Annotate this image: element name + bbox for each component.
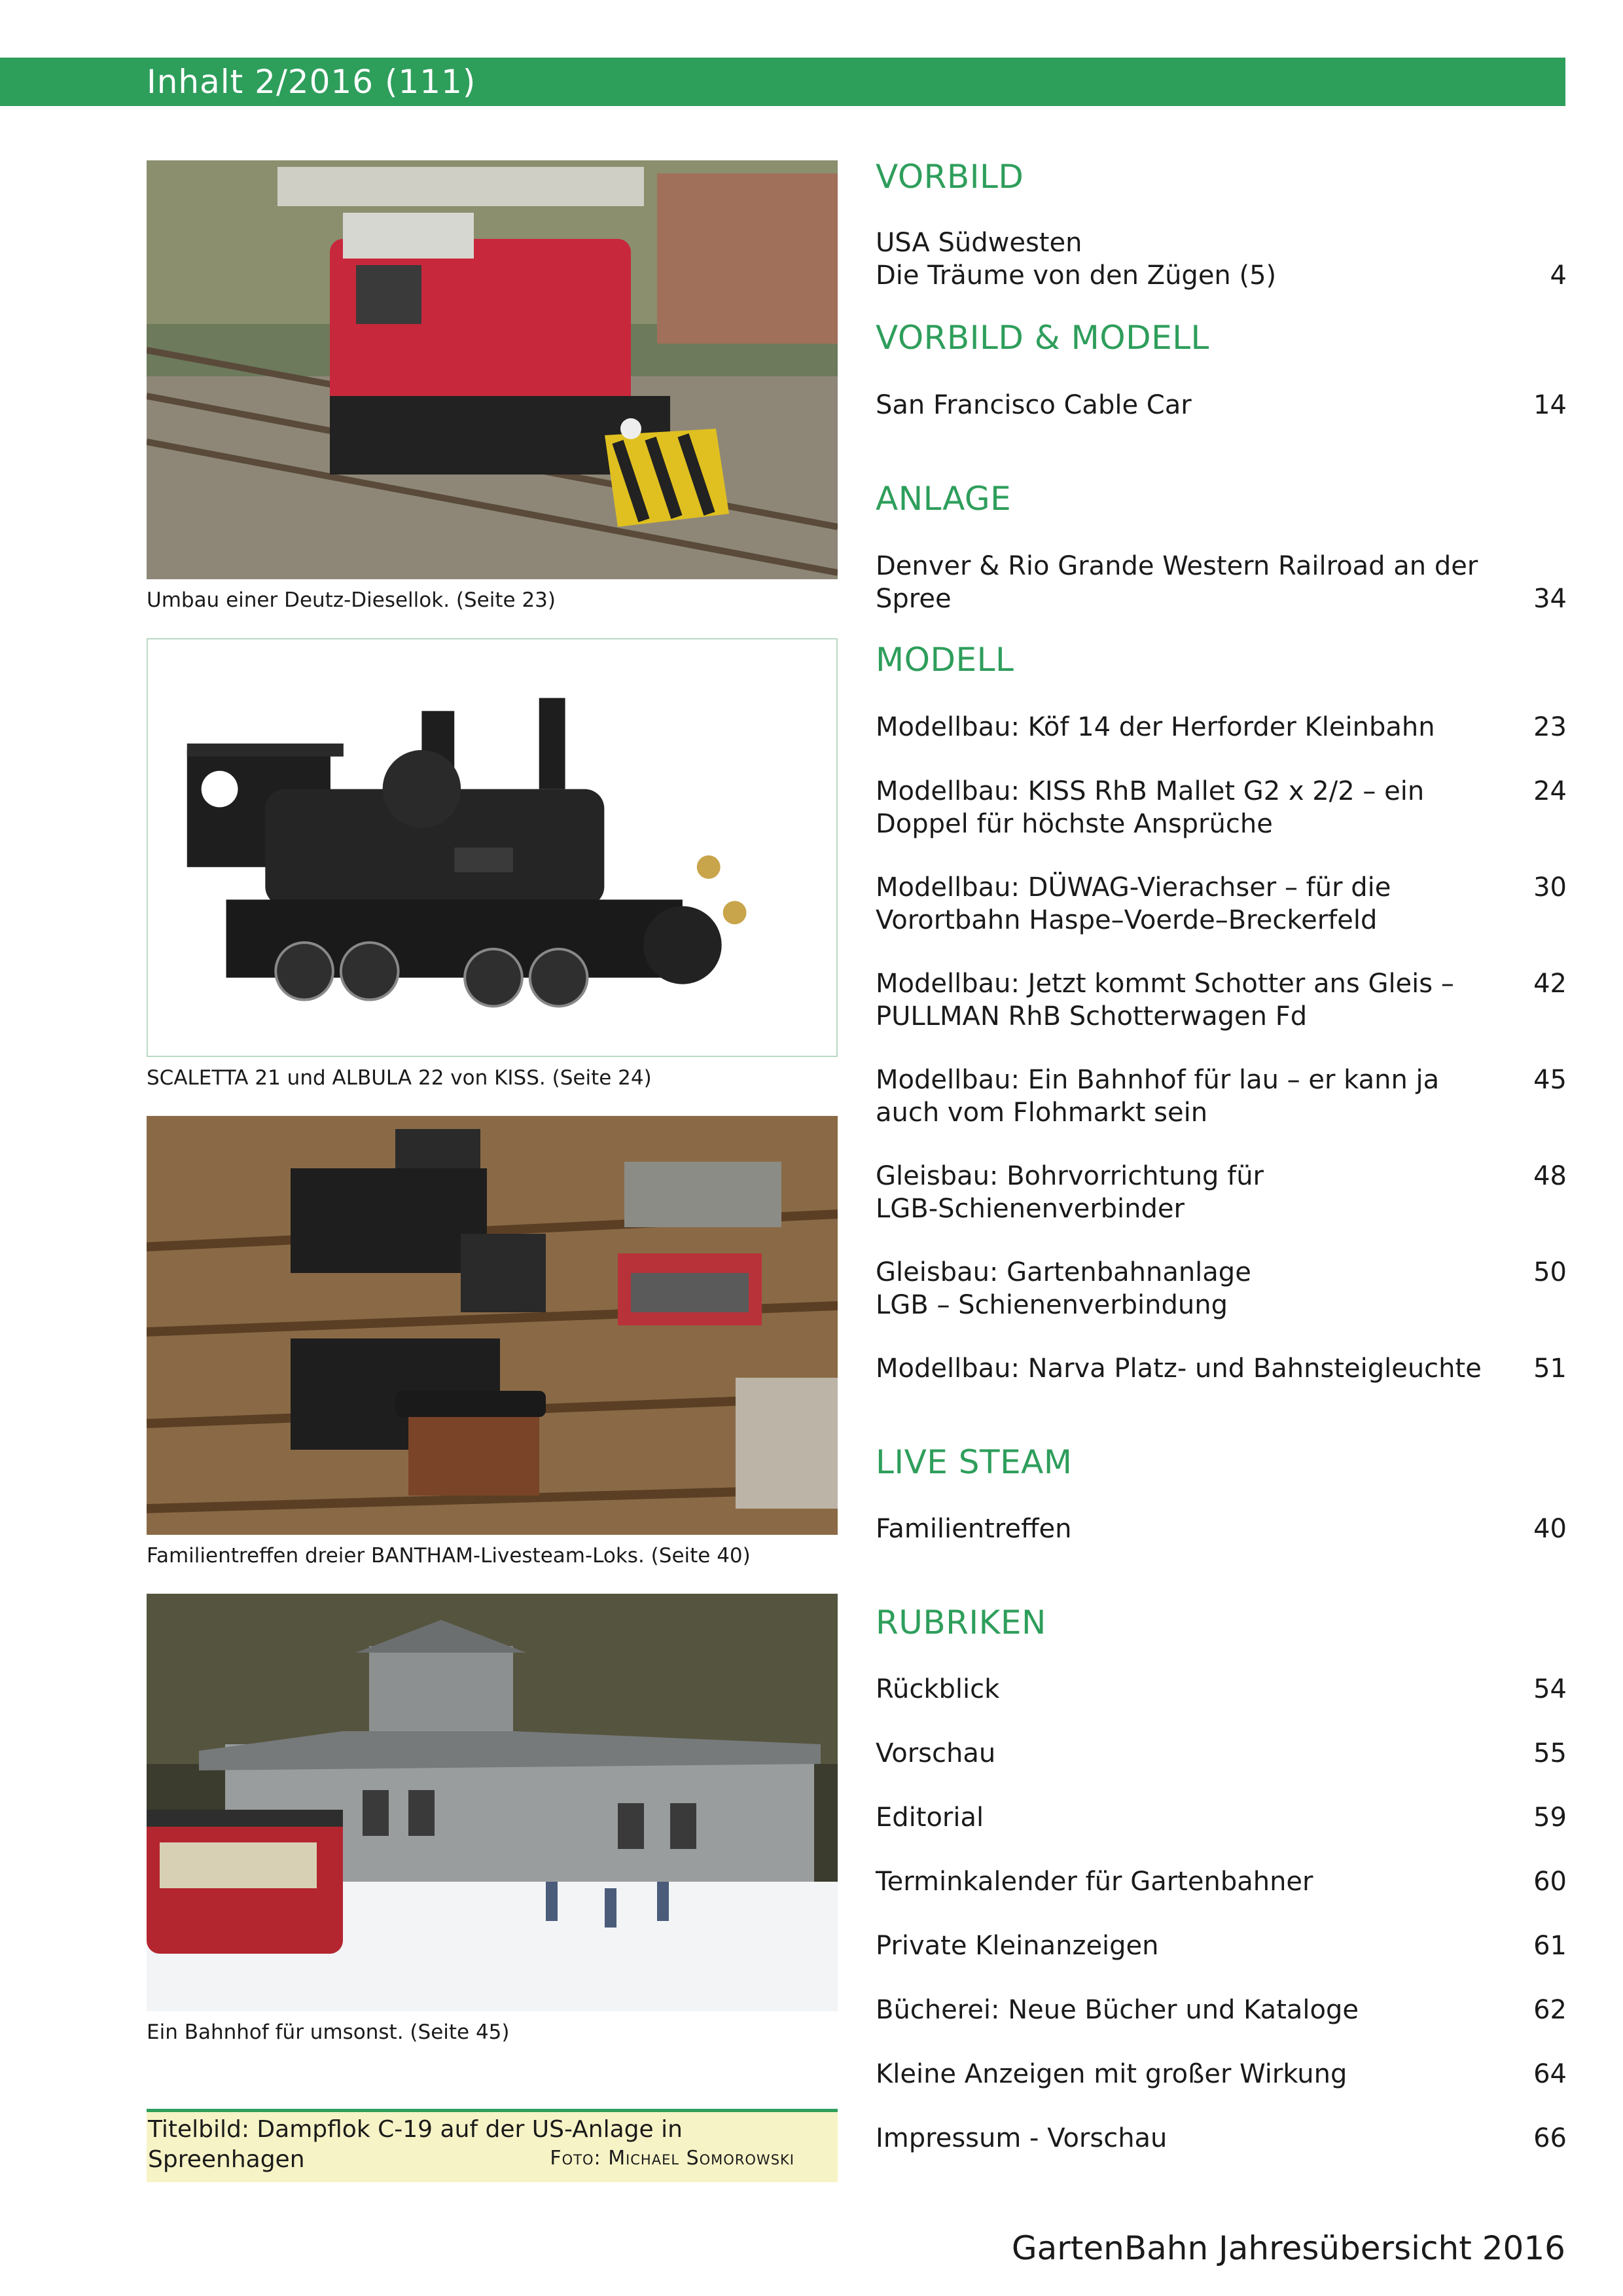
section-heading: MODELL xyxy=(876,641,1014,679)
photo-caption: Familientreffen dreier BANTHAM-Livesteam-Loks. (Seite 40) xyxy=(147,1544,751,1568)
section-heading: RUBRIKEN xyxy=(876,1604,1046,1641)
entry-title: Editorial xyxy=(876,1803,984,1833)
entry-page: 23 xyxy=(1533,712,1567,742)
section-heading: VORBILD & MODELL xyxy=(876,319,1209,357)
entry-title: Gleisbau: Bohrvorrichtung für LGB-Schienenverbinder xyxy=(876,1161,1264,1224)
toc-entry[interactable] xyxy=(876,2058,1567,2090)
entry-page: 45 xyxy=(1533,1065,1567,1095)
section-heading: ANLAGE xyxy=(876,480,1012,518)
entry-page: 24 xyxy=(1533,776,1567,806)
entry-page: 40 xyxy=(1533,1514,1567,1544)
entry-page: 14 xyxy=(1533,390,1567,420)
photo-livesteam-locos xyxy=(147,1116,838,1535)
toc-entry[interactable] xyxy=(876,1673,1567,1706)
toc-entry[interactable] xyxy=(876,1801,1567,1834)
entry-title: Familientreffen xyxy=(876,1514,1072,1544)
photo-credit: Foto: Michael Somorowski xyxy=(550,2147,794,2170)
photo-steam-loco xyxy=(147,638,838,1057)
entry-title: Private Kleinanzeigen xyxy=(876,1931,1159,1961)
entry-page: 30 xyxy=(1533,872,1567,903)
toc-entry[interactable] xyxy=(876,1865,1567,1898)
entry-page: 66 xyxy=(1533,2123,1567,2153)
entry-title: Rückblick xyxy=(876,1674,1000,1704)
photo-caption: Umbau einer Deutz-Diesellok. (Seite 23) xyxy=(147,588,556,612)
toc-entry[interactable] xyxy=(876,711,1567,744)
entry-title: Modellbau: KISS RhB Mallet G2 x 2/2 – ein Doppel für höchste Ansprüche xyxy=(876,776,1425,839)
toc-entry[interactable] xyxy=(876,1064,1567,1129)
entry-page: 48 xyxy=(1533,1161,1567,1191)
entry-title: Gleisbau: Gartenbahnanlage LGB – Schienenverbindung xyxy=(876,1257,1251,1320)
entry-title: Modellbau: Jetzt kommt Schotter ans Gleis – PULLMAN RhB Schotterwagen Fd xyxy=(876,969,1454,1031)
entry-page: 54 xyxy=(1533,1674,1567,1704)
entry-page: 42 xyxy=(1533,969,1567,999)
cover-credit xyxy=(147,2109,838,2182)
page-title: Inhalt 2/2016 (111) xyxy=(147,63,476,101)
entry-title: Denver & Rio Grande Western Railroad an der Spree xyxy=(876,551,1478,614)
toc-entry[interactable] xyxy=(876,550,1567,615)
entry-page: 51 xyxy=(1533,1354,1567,1384)
toc-entry[interactable] xyxy=(876,226,1567,292)
entry-title: Terminkalender für Gartenbahner xyxy=(876,1867,1313,1897)
entry-title: USA Südwesten Die Träume von den Zügen (5) xyxy=(876,228,1277,291)
entry-title: Modellbau: Köf 14 der Herforder Kleinbahn xyxy=(876,712,1435,742)
section-heading: VORBILD xyxy=(876,158,1024,196)
toc-entry[interactable] xyxy=(876,1160,1567,1225)
toc-entry[interactable] xyxy=(876,775,1567,840)
toc-entry[interactable] xyxy=(876,389,1567,422)
entry-title: San Francisco Cable Car xyxy=(876,390,1192,420)
toc-entry[interactable] xyxy=(876,2122,1567,2155)
photo-station xyxy=(147,1594,838,2011)
photo-caption: Ein Bahnhof für umsonst. (Seite 45) xyxy=(147,2020,510,2044)
photo-diesel-loco xyxy=(147,160,838,579)
cover-caption: Titelbild: Dampflok C-19 auf der US-Anlage in Spreenhagen xyxy=(148,2116,683,2173)
entry-page: 64 xyxy=(1533,2059,1567,2089)
page-footer: GartenBahn Jahresübersicht 2016 xyxy=(1011,2229,1565,2267)
entry-title: Modellbau: Ein Bahnhof für lau – er kann ja auch vom Flohmarkt sein xyxy=(876,1065,1440,1128)
section-heading: LIVE STEAM xyxy=(876,1443,1073,1481)
entry-title: Modellbau: Narva Platz- und Bahnsteigleuchte xyxy=(876,1354,1482,1384)
entry-title: Kleine Anzeigen mit großer Wirkung xyxy=(876,2059,1347,2089)
entry-page: 50 xyxy=(1533,1257,1567,1287)
toc-entry[interactable] xyxy=(876,871,1567,937)
toc-entry[interactable] xyxy=(876,1256,1567,1321)
entry-page: 62 xyxy=(1533,1995,1567,2025)
entry-page: 4 xyxy=(1550,260,1567,291)
entry-page: 34 xyxy=(1533,584,1567,614)
toc-entry[interactable] xyxy=(876,1352,1567,1385)
toc-entry[interactable] xyxy=(876,1994,1567,2026)
entry-page: 59 xyxy=(1533,1803,1567,1833)
toc-entry[interactable] xyxy=(876,1929,1567,1962)
entry-title: Impressum - Vorschau xyxy=(876,2123,1168,2153)
entry-title: Bücherei: Neue Bücher und Kataloge xyxy=(876,1995,1359,2025)
toc-entry[interactable] xyxy=(876,1737,1567,1770)
header-bar xyxy=(0,58,1565,106)
entry-title: Modellbau: DÜWAG-Vierachser – für die Vorortbahn Haspe–Voerde–Breckerfeld xyxy=(876,872,1391,935)
entry-page: 60 xyxy=(1533,1867,1567,1897)
entry-page: 55 xyxy=(1533,1738,1567,1768)
toc-entry[interactable] xyxy=(876,967,1567,1033)
toc-entry[interactable] xyxy=(876,1513,1567,1545)
entry-title: Vorschau xyxy=(876,1738,996,1768)
photo-caption: SCALETTA 21 und ALBULA 22 von KISS. (Seite 24) xyxy=(147,1066,652,1090)
entry-page: 61 xyxy=(1533,1931,1567,1961)
